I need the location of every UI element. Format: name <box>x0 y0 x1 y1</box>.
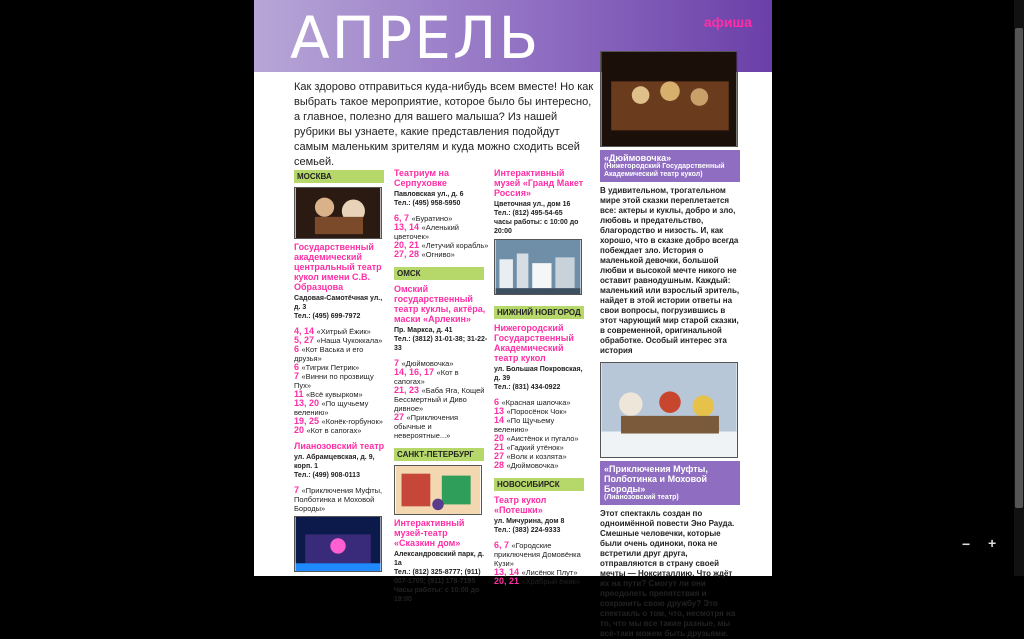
caption-title: «Дюймовочка» <box>604 153 672 163</box>
venue-phone: Тел.: (495) 958-5950 <box>394 200 461 207</box>
event-item <box>494 461 588 470</box>
venue-phone: Тел.: (831) 434-0922 <box>494 384 561 391</box>
event-item <box>494 577 588 586</box>
caption-plate <box>600 461 740 505</box>
venue-phone: Тел.: (3812) 31-01-38; 31-22-33 <box>394 336 488 352</box>
venue-phone: Тел.: (383) 224-9333 <box>494 527 561 534</box>
event-item <box>394 250 490 259</box>
venue-hours: Часы работы: с 10:00 до 19:00 <box>394 587 480 603</box>
event-title: «Аленький цветочек» <box>394 223 459 241</box>
event-item <box>494 407 588 416</box>
event-title: «Городские приключения Домовёнка Кузи» <box>494 541 581 568</box>
event-dates: 6, 7 <box>494 540 512 550</box>
zoom-out-button[interactable]: − <box>962 536 971 552</box>
event-dates: 20, 21 <box>394 240 422 250</box>
event-title: «Огниво» <box>421 250 455 259</box>
column-moscow <box>294 168 389 575</box>
caption-title: «Приключения Муфты, Полботинка и Моховой Бороды» <box>604 464 708 494</box>
event-dates: 7 <box>394 358 402 368</box>
event-dates: 14 <box>494 415 507 425</box>
event-title: «Лисёнок Плут» <box>521 568 578 577</box>
event-item <box>494 416 588 434</box>
event-dates: 19, 25 <box>294 416 322 426</box>
event-dates: 14, 16, 17 <box>394 367 437 377</box>
venue-address: Павловская ул., д. 6 <box>394 191 464 198</box>
feature-text: В удивительном, трогательном мире этой сказки переплетается все: актеры и куклы, добро и зло, любовь и предательство, благородство и низость. И, как хорошо, что в сказке добро всегда побеждает зло. История о маленькой девочки, большой любви и высокой мечте никого не оставит равнодушным. Каждый: маленький или взрослый зритель, найдет в этой истории ответы на свои вопросы, погрузившись в этот чарующий мир старой сказки, в современной, оригинальной обработке. Особый интерес эта история <box>600 186 740 355</box>
city-label: НИЖНИЙ НОВГОРОД <box>494 306 584 319</box>
events-list <box>494 541 588 586</box>
venue-name: Интерактивный музей «Гранд Макет Россия» <box>494 168 584 198</box>
event-dates: 13, 14 <box>394 222 422 232</box>
venue-name: Театриум на Серпуховке <box>394 168 449 188</box>
event-title: «Гадкий утёнок» <box>506 443 564 452</box>
event-title: «Поросёнок Чок» <box>506 407 567 416</box>
event-title: «Красная шапочка» <box>501 398 571 407</box>
feature-text: Этот спектакль создан по одноимённой повести Эно Рауда. Смешные человечки, которые были очень одиноки, пока не встретили друг друга, отправляются в страну своей мечты — Нокситаллию. Что ждёт их на пути? Смогут ли они преодолеть препятствия и сохранить свою дружбу? Это спектакль о том, что, несмотря на то, что мы все такие разные, мы всё-таки можем быть друзьями. <box>600 509 736 638</box>
event-title: «Дюймовочка» <box>506 461 559 470</box>
venue-address: ул. Мичурина, дом 8 <box>494 518 565 525</box>
zoom-in-button[interactable]: + <box>988 535 997 551</box>
venue-hours: часы работы: с 10:00 до 20:00 <box>494 219 579 235</box>
event-title: «Тигрик Петрик» <box>301 363 360 372</box>
event-title: «По Щучьему велению» <box>494 416 555 434</box>
model-city-photo <box>494 239 582 295</box>
events-list <box>294 486 389 513</box>
event-title: «Кот Васька и его друзья» <box>294 345 364 363</box>
city-label: НОВОСИБИРСК <box>494 478 584 491</box>
intro-text: Как здорово отправиться куда-нибудь всем вместе! Но как выбрать такое мероприятие, которое было бы интересно, а главное, полезно для вашего малыша? Из нашей рубрики вы узнаете, какие представления подойдут самым маленьким зрителям и куда можно сходить всей семьей. <box>294 81 594 168</box>
event-title: «Наша Чукоккала» <box>316 336 383 345</box>
event-item <box>294 345 389 363</box>
column-2 <box>394 168 490 604</box>
event-dates: 20 <box>494 433 507 443</box>
event-dates: 27 <box>494 451 507 461</box>
event-title: «Приключения Муфты, Полботинка и Моховой Бороды» <box>294 486 383 513</box>
stage-photo <box>294 516 382 572</box>
venue-name: Театр кукол «Потешки» <box>494 495 547 515</box>
city-label: ОМСК <box>394 267 484 280</box>
event-item <box>294 363 389 372</box>
venue-name: Государственный академический центральный театр кукол имени С.В. Образцова <box>294 242 382 292</box>
event-item <box>294 372 389 390</box>
event-title: «Баба Яга, Кощей Бессмертный и Диво дивное» <box>394 386 485 413</box>
event-dates: 7 <box>294 485 302 495</box>
event-item <box>394 368 490 386</box>
city-label: МОСКВА <box>294 170 384 183</box>
event-title: «Кот в сапогах» <box>306 426 362 435</box>
event-dates: 6 <box>294 344 302 354</box>
event-dates: 4, 14 <box>294 326 317 336</box>
caption-subtitle: (Нижегородский Государственный Академический театр кукол) <box>604 163 725 178</box>
event-dates: 27, 28 <box>394 249 422 259</box>
event-title: «Волк и козлята» <box>506 452 567 461</box>
event-dates: 13, 14 <box>494 567 522 577</box>
events-list <box>394 214 490 259</box>
event-title: «Буратино» <box>411 214 453 223</box>
events-list <box>294 327 389 435</box>
mufta-photo <box>600 362 738 458</box>
venue-phone: Тел.: (812) 325-8777; (911) 007-1705; (911) 178-7195 <box>394 569 481 585</box>
events-list <box>494 398 588 470</box>
event-title: «Летучий корабль» <box>421 241 489 250</box>
event-item <box>494 443 588 452</box>
event-dates: 20, 21 <box>494 576 522 586</box>
event-title: «Хитрый Ёжик» <box>316 327 371 336</box>
event-title: «Храбрый ёжик» <box>521 577 581 586</box>
puppet-show-photo <box>294 187 382 239</box>
event-dates: 11 <box>294 389 307 399</box>
magazine-page <box>254 0 772 638</box>
section-tag: афиша <box>703 14 752 30</box>
event-dates: 5, 27 <box>294 335 317 345</box>
event-dates: 21, 23 <box>394 385 422 395</box>
event-title: «Конёк-горбунок» <box>321 417 383 426</box>
caption-plate <box>600 150 740 182</box>
column-3 <box>494 168 588 586</box>
event-dates: 6 <box>494 397 502 407</box>
event-dates: 13, 20 <box>294 398 322 408</box>
scrollbar-thumb[interactable] <box>1015 28 1023 508</box>
event-item <box>494 541 588 568</box>
city-label: САНКТ-ПЕТЕРБУРГ <box>394 448 484 461</box>
event-item <box>394 386 490 413</box>
event-item <box>294 336 389 345</box>
event-item <box>294 417 389 426</box>
event-item <box>394 223 490 241</box>
venue-phone: Тел.: (499) 908-0113 <box>294 472 360 479</box>
venue-address: ул. Большая Покровская, д. 39 <box>494 366 583 382</box>
event-dates: 7 <box>294 371 302 381</box>
event-dates: 6, 7 <box>394 213 412 223</box>
event-item <box>494 434 588 443</box>
venue-address: Пр. Маркса, д. 41 <box>394 327 453 334</box>
venue-name: Нижегородский Государственный Академический театр кукол <box>494 323 574 363</box>
caption-subtitle: (Лианозовский театр) <box>604 494 679 501</box>
event-title: «Винни по прозвищу Пух» <box>294 372 374 390</box>
venue-name: Лианозовский театр <box>294 441 385 451</box>
event-item <box>494 398 588 407</box>
event-item <box>294 486 389 513</box>
event-dates: 13 <box>494 406 507 416</box>
event-title: «Дюймовочка» <box>401 359 454 368</box>
event-item <box>294 399 389 417</box>
event-dates: 21 <box>494 442 507 452</box>
museum-photo <box>394 465 482 515</box>
event-dates: 28 <box>494 460 507 470</box>
venue-address: Садовая-Самотёчная ул., д. 3 <box>294 295 383 311</box>
event-title: «По щучьему велению» <box>294 399 369 417</box>
event-dates: 20 <box>294 425 307 435</box>
venue-name: Интерактивный музей-театр «Сказкин дом» <box>394 518 465 548</box>
feature-column <box>600 48 740 639</box>
event-item <box>394 413 490 440</box>
venue-phone: Тел.: (495) 699-7972 <box>294 313 361 320</box>
thumbelina-photo <box>600 51 738 147</box>
event-title: «Всё кувырком» <box>306 390 363 399</box>
venue-phone: Тел.: (812) 495-54-65 <box>494 210 563 217</box>
venue-address: Александровский парк, д. 1а <box>394 551 485 567</box>
events-list <box>394 359 490 440</box>
page-title: АПРЕЛЬ <box>290 4 541 72</box>
event-title: «Аистёнок и пугало» <box>506 434 579 443</box>
venue-address: ул. Абрамцевская, д. 9, корп. 1 <box>294 454 375 470</box>
event-dates: 6 <box>294 362 302 372</box>
venue-name: Омский государственный театр куклы, актёра, маски «Арлекин» <box>394 284 486 324</box>
event-title: «Кот в сапогах» <box>394 368 459 386</box>
event-item <box>294 426 389 435</box>
event-title: «Приключения обычные и невероятные...» <box>394 413 459 440</box>
event-dates: 27 <box>394 412 407 422</box>
event-item <box>494 452 588 461</box>
venue-address: Цветочная ул., дом 16 <box>494 201 571 208</box>
